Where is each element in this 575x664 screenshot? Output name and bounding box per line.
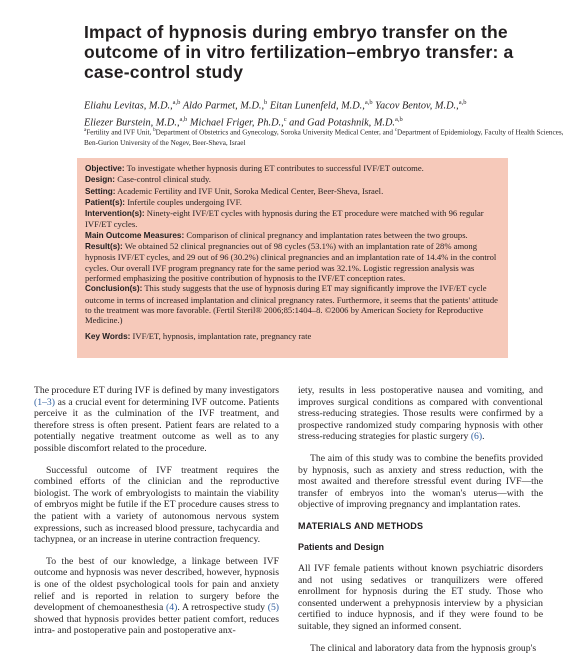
abstract-text: Case-control clinical study. xyxy=(117,174,211,185)
abstract-outcome xyxy=(85,230,500,241)
body-column-left xyxy=(34,385,279,647)
affiliations xyxy=(84,126,564,148)
citation-link[interactable]: (1–3) xyxy=(34,396,55,408)
body-paragraph: Successful outcome of IVF treatment requires the combined efforts of the clinician and the reproductive biologist. The work of embryologists to maintain the viability of embryos might be futile if the ET procedure causes stress to the patient with a variety of autonomous nervous system expressions, such as increased blood pressure, tachycardia and tachypnea, or an increase in uterine contraction frequency. xyxy=(34,464,279,546)
abstract-text: Academic Fertility and IVF Unit, Soroka Medical Center, Beer-Sheva, Israel. xyxy=(117,185,384,196)
abstract-conclusions xyxy=(85,283,500,325)
author-sup: a,b xyxy=(394,116,403,124)
body-text: iety, results in less postoperative nausea and vomiting, and improves surgical conditions as compared with conventional stress-reducing strategies. Those results were confirmed by a prospective randomized study comparing hypnosis with other stress-reducing strategies for plastic surgery xyxy=(298,385,543,443)
citation-link[interactable]: (4) xyxy=(166,602,178,614)
abstract-label: Patient(s): xyxy=(85,197,126,207)
affil-sup: b xyxy=(153,128,156,133)
author-name: Michael Friger, Ph.D., xyxy=(189,117,284,129)
abstract-text: We obtained 52 clinical pregnancies out of 98 cycles (53.1%) with an implantation rate of 28% among hypnosis IVF/ET cycles, and 29 out of 96 (30.2%) clinical pregnancies and an implantation rate of 14.4% in the control cycles. Our overall IVF program pregnancy rate for the same period was 32.1%. Logistic regression analysis was performed emphasizing the positive contribution of hypnosis to the IVF/ET conception rates. xyxy=(85,241,497,283)
body-text: To the best of our knowledge, a linkage between IVF outcome and hypnosis was never described, however, hypnosis is one of the oldest psychological tools for pain and anxiety relief and is reported in relation to surgery before the development of chemoanesthesia xyxy=(34,555,279,614)
abstract-label: Setting: xyxy=(85,186,116,196)
abstract-text: Comparison of clinical pregnancy and implantation rates between the two groups. xyxy=(186,229,468,240)
body-column-right xyxy=(298,385,543,664)
body-paragraph: All IVF female patients without known psychiatric disorders and not using sedatives or tranquilizers were offered enrollment for hypnosis during the ET study. Those who consented underwent a prehypnosis interview by a physician certified to induce hypnosis, and if they were found to be suitable, they signed an informed consent. xyxy=(298,562,543,632)
author-sup: b xyxy=(264,99,268,106)
affil-sup: a xyxy=(84,128,87,133)
body-paragraph xyxy=(34,385,279,455)
abstract-label: Main Outcome Measures: xyxy=(85,230,185,240)
author-sup: a,b xyxy=(179,116,188,124)
citation-link[interactable]: (5) xyxy=(267,602,280,614)
affil-sup: c xyxy=(394,128,398,133)
author-sup: a,b xyxy=(172,99,181,106)
body-paragraph xyxy=(298,385,543,443)
subsection-heading: Patients and Design xyxy=(298,541,385,552)
body-text: showed that hypnosis provides better patient comfort, reduces intra- and postoperative pain and postoperative anx- xyxy=(34,613,279,637)
body-paragraph: The aim of this study was to combine the benefits provided by hypnosis, such as anxiety and stress reduction, with the most awaited and therefore stressful event during IVF—the transfer of embryos into the woman's uterus—with the objective of improving pregnancy and implantation rates. xyxy=(298,452,543,511)
author-name: Eitan Lunenfeld, M.D., xyxy=(269,100,365,112)
body-paragraph xyxy=(34,556,279,637)
body-paragraph: The clinical and laboratory data from the hypnosis group's xyxy=(310,642,537,654)
author-name: Yacov Bentov, M.D., xyxy=(375,100,459,112)
abstract-text: Ninety-eight IVF/ET cycles with hypnosis during the ET procedure were matched with 96 regular IVF/ET cycles. xyxy=(85,208,484,230)
abstract-design xyxy=(85,174,500,185)
abstract-box xyxy=(77,158,508,358)
body-text: The procedure ET during IVF is defined by many investigators xyxy=(34,385,279,396)
author-name: Eliahu Levitas, M.D., xyxy=(84,100,173,112)
abstract-intervention xyxy=(85,208,500,230)
affil-text: Department of Epidemiology, Faculty of Health Sciences, Ben-Gurion University of the Negev, Beer-Sheva, Israel xyxy=(84,128,564,147)
body-text: . xyxy=(482,431,485,443)
affil-text: Fertility and IVF Unit, xyxy=(86,128,152,137)
body-text: . A retrospective study xyxy=(177,602,265,614)
affil-text: Department of Obstetrics and Gynecology, Soroka University Medical Center, and xyxy=(155,128,393,137)
abstract-text: IVF/ET, hypnosis, implantation rate, pregnancy rate xyxy=(132,331,312,342)
abstract-patients xyxy=(85,197,500,208)
citation-link[interactable]: (6) xyxy=(470,431,483,443)
body-text: as a crucial event for determining IVF outcome. Patients perceive it as the culmination of the IVF treatment, and therefore stress is often present. Patient fears are related to a potentially negative treatment outcome as well as to any possible discomfort related to the procedure. xyxy=(34,396,280,454)
abstract-label: Result(s): xyxy=(85,242,123,252)
section-heading: MATERIALS AND METHODS xyxy=(298,520,424,531)
abstract-label: Intervention(s): xyxy=(85,209,145,219)
author-name: Aldo Parmet, M.D., xyxy=(182,100,265,112)
abstract-setting xyxy=(85,186,500,197)
abstract-text: This study suggests that the use of hypnosis during ET may significantly improve the IVF/ET cycle outcome in terms of increased implantation and clinical pregnancy rates. Furthermore, it seems that the patients' attitude to the treatment was more favorable. (Fertil Steril® 2006;85:1404–8. ©2006 by American Society for Reproductive Medicine.) xyxy=(85,283,498,326)
author-sup: a,b xyxy=(458,99,467,106)
author-name: Eliezer Burstein, M.D., xyxy=(84,117,180,129)
abstract-label: Conclusion(s): xyxy=(85,284,143,294)
abstract-results xyxy=(85,241,500,283)
abstract-text: To investigate whether hypnosis during ET contributes to successful IVF/ET outcome. xyxy=(126,163,424,173)
abstract-objective xyxy=(85,163,500,174)
author-sup: c xyxy=(283,116,287,124)
abstract-label: Design: xyxy=(85,175,116,185)
abstract-label: Key Words: xyxy=(85,332,131,342)
abstract-keywords xyxy=(85,331,500,342)
author-name: and Gad Potashnik, M.D. xyxy=(289,117,395,129)
author-sup: a,b xyxy=(364,99,373,106)
abstract-label: Objective: xyxy=(85,164,125,173)
abstract-text: Infertile couples undergoing IVF. xyxy=(127,196,242,207)
article-title: Impact of hypnosis during embryo transfer on the outcome of in vitro fertilization–embryo transfer: a case-control study xyxy=(84,22,514,82)
